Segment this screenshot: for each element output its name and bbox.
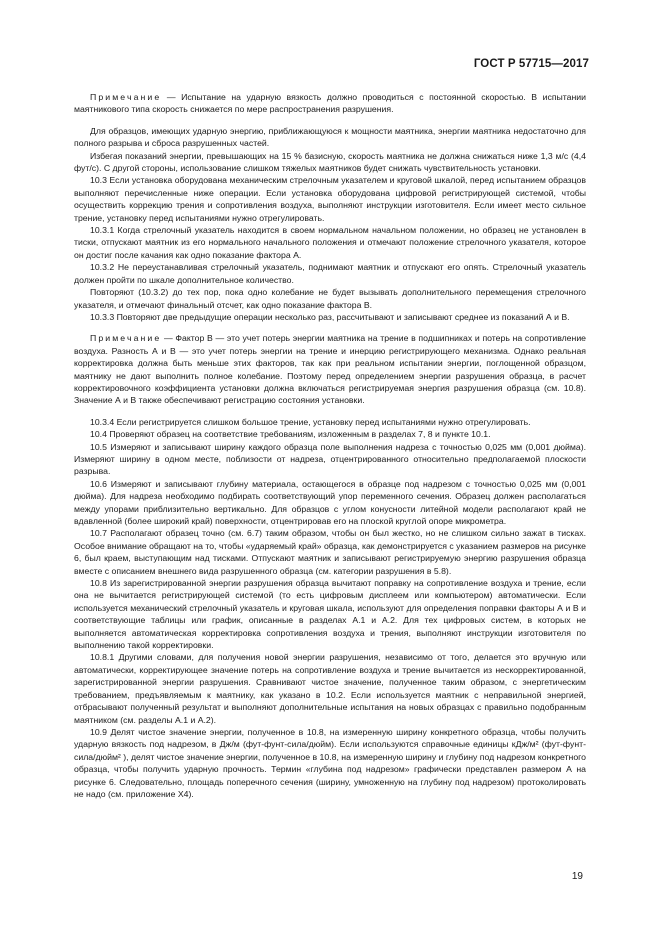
clause-10-8-1: 10.8.1 Другими словами, для получения новой энергии разрушения, независимо от того, делается это вручную или автоматически, корректирующее значение потерь на сопротивление воздуха и трение вычитается из нескорректированной, зарегистрированной энергии разрушения. Сравнивают чистое значение, полученное таким образом, с энергетическим требованием, предъявляемым к маятнику, как указано в 10.2. Если используется маятник с неправильной энергией, отбрасывают полученный результат и выполняют дополнительные испытания на новых образцах с правильно подобранным маятником (см. разделы А.1 и А.2). [74, 652, 586, 725]
note-text-1: — Испытание на ударную вязкость должно проводиться с постоянной скоростью. В испытании маятникового типа скорость снижается по мере распространения разрушения. [74, 92, 587, 115]
clause-10-5: 10.5 Измеряют и записывают ширину каждого образца поле выполнения надреза с точностью 0,025 мм (0,001 дюйма). Измеряют ширину в одном месте, поблизости от надреза, отцентрированного относительно предполагаемой плоскости разрыва. [74, 441, 586, 477]
note-text-2: — Фактор В — это учет потерь энергии маятника на трение в подшипниках и потерь на сопротивление воздуха. Разность А и В — это учет потерь энергии на трение и инерцию регистрирующего механизма. Однако реальная корректировка должна быть меньше этих факторов, так как при реальном испытании энергии, поглощенной образцом, маятнику не дают выполнить полное колебание. Поэтому перед определением энергии разрушения образца, в расчет корректировочного коэффициента установки должна включаться регистрируемая энергия разрушения образца (см. 10.8). Значение А и В также обеспечивают регистрацию состояния установки. [74, 333, 586, 406]
clause-10-3-2: 10.3.2 Не переустанавливая стрелочный указатель, поднимают маятник и отпускают его опять. Стрелочный указатель должен пройти по шкале дополнительное количество. [74, 262, 586, 285]
clause-10-8: 10.8 Из зарегистрированной энергии разрушения образца вычитают поправку на сопротивление воздуха и трение, если она не вычитается регистрирующей системой (то есть цифровым дисплеем или компьютером) автоматически. Если используется механический стрелочный указатель и круговая шкала, используют для определения поправки факторы А и В и соответствующие таблицы или график, описанные в разделах А.1 и А.2. Для тех цифровых систем, в которых не выполняется автоматическая корректировка сопротивления воздуха и трения, выполняют инструкции изготовителя по выполнению такой корректировки. [74, 578, 586, 651]
note-label: Примечание [90, 333, 162, 344]
note-label: Примечание [90, 92, 162, 102]
clause-10-7: 10.7 Располагают образец точно (см. 6.7) таким образом, чтобы он был жестко, но не слишком сильно зажат в тисках. Особое внимание обращают на то, чтобы «ударяемый край» образца, как демонстрируется с указанием размеров на рисунке 6, был краем, выступающим над тисками. Отпускают маятник и записывают регистрируемую энергию разрушения образца вместе с описанием внешнего вида разрушенного образца (см. категории разрушения в 5.8). [74, 528, 586, 576]
clause-10-3-1: 10.3.1 Когда стрелочный указатель находится в своем нормальном начальном положении, но образец не установлен в тиски, отпускают маятник из его нормального начального положения и отмечают положение стрелочного указателя, которое он достиг после качания как одно показание фактора А. [74, 225, 586, 260]
clause-10-4: 10.4 Проверяют образец на соответствие требованиям, изложенным в разделах 7, 8 и пункте 10.1. [90, 429, 491, 440]
note-paragraph-1 [74, 91, 586, 116]
clause-10-3: 10.3 Если установка оборудована механическим стрелочным указателем и круговой шкалой, перед испытанием образцов выполняют перечисленные ниже операции. Если установка оборудована цифровой регистрирующей системой, чтобы осуществить коррекцию трения и сопротивления воздуха, выполняют инструкции изготовителя. Если имеет место сильное трение, установку перед испытаниями нужно отрегулировать. [74, 175, 586, 223]
paragraph: Избегая показаний энергии, превышающих на 15 % базисную, скорость маятника не должна снижаться ниже 1,3 м/с (4,4 фут/с). С другой стороны, использование слишком тяжелых маятников будет снижать чувствительность установки. [74, 150, 586, 174]
paragraph: Повторяют (10.3.2) до тех пор, пока одно колебание не будет вызывать дополнительного перемещения стрелочного указателя, и отмечают финальный отсчет, как одно показание фактора В. [74, 287, 586, 310]
document-body [74, 91, 586, 800]
standard-number-header: ГОСТ Р 57715—2017 [473, 58, 589, 70]
clause-10-9: 10.9 Делят чистое значение энергии, полученное в 10.8, на измеренную ширину конкретного образца, чтобы получить ударную вязкость под надрезом, в Дж/м (фут-фунт-сила/дюйм). Если используются справочные единицы кДж/м² (фут-фунт-сила/дюйм² ), делят чистое значение энергии, полученное в 10.8, на измеренную ширину и глубину под надрезом конкретного образца, чтобы получить ударную прочность. Термин «глубина под надрезом» графически представлен размером А на рисунке 6. Следовательно, площадь поперечного сечения (ширину, умноженную на глубину под надрезом) протоколировать не надо (см. приложение Х4). [74, 726, 586, 799]
clause-10-6: 10.6 Измеряют и записывают глубину материала, остающегося в образце под надрезом с точностью 0,025 мм (0,001 дюйма). Для надреза необходимо подбирать соответствующий упор переменного сечения. Образец должен располагаться между упорами приблизительно вертикально. Для образцов с углом конусности литейной модели располагают край не вдавленной (более широкий край) поверхности, отцентрировав его на плоской круглой опоре микрометра. [74, 478, 586, 526]
clause-10-3-3: 10.3.3 Повторяют две предыдущие операции несколько раз, рассчитывают и записывают среднее из показаний А и В. [90, 311, 570, 322]
paragraph: Для образцов, имеющих ударную энергию, приближающуюся к мощности маятника, энергии маятника недостаточно для полного разрыва и сброса разрушенных частей. [74, 125, 586, 149]
note-paragraph-2 [74, 332, 586, 406]
clause-10-3-4: 10.3.4 Если регистрируется слишком большое трение, установку перед испытаниями нужно отрегулировать. [90, 416, 531, 427]
page-number: 19 [571, 871, 583, 882]
